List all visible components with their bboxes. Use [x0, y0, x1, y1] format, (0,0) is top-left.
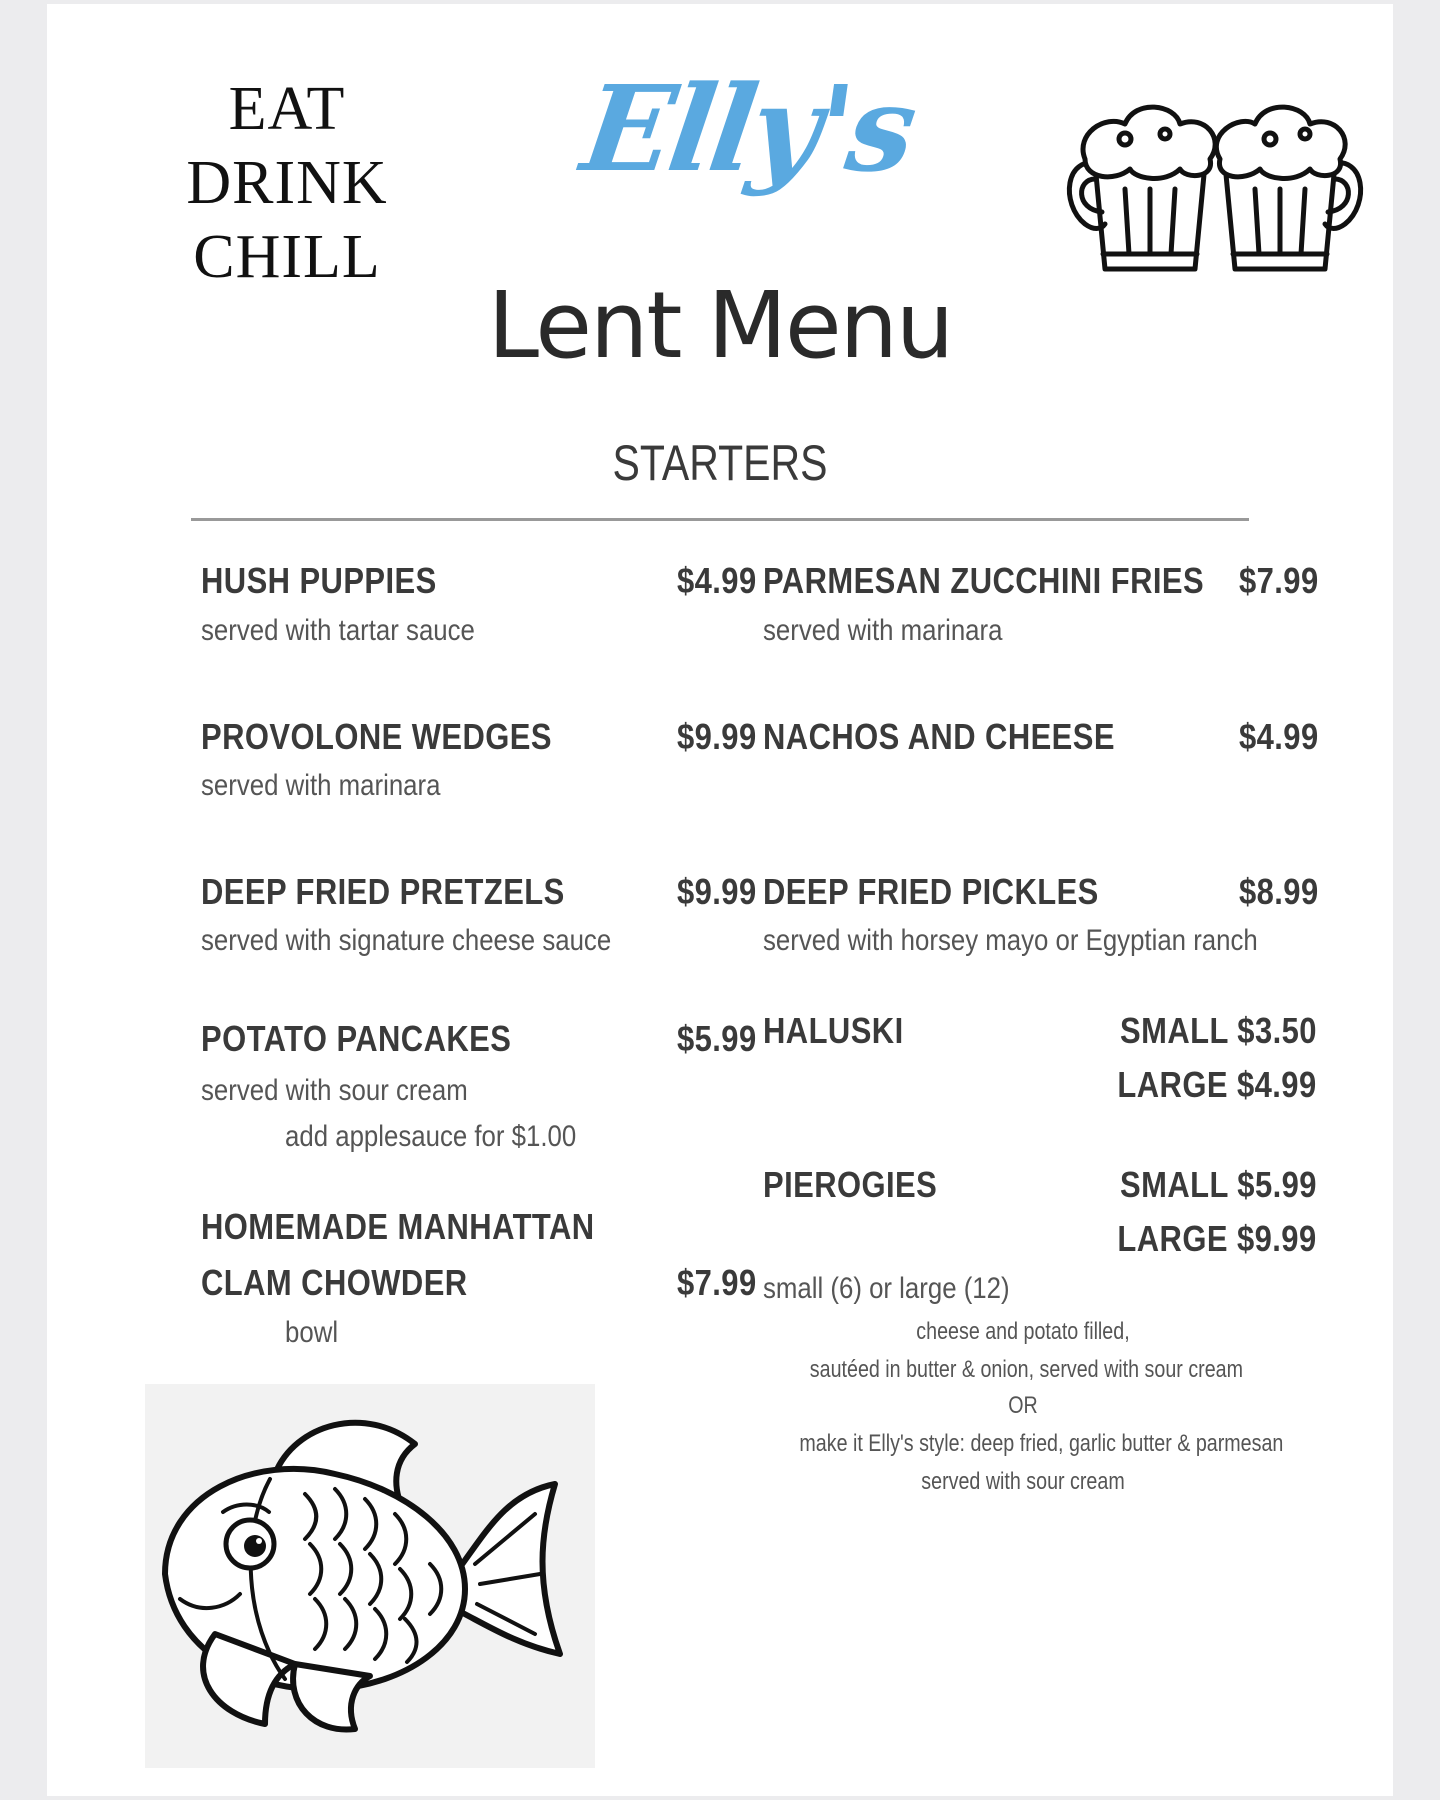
item-price-deep-fried-pretzels: $9.99: [677, 871, 757, 912]
item-name-haluski: HALUSKI: [763, 1010, 904, 1051]
pierogies-note-line5: served with sour cream: [921, 1468, 1125, 1495]
fish-illustration: [145, 1384, 595, 1768]
ellys-logo: Elly's: [574, 59, 921, 198]
haluski-small-price: SMALL $3.50: [1120, 1010, 1317, 1051]
pierogies-note-line2: sautéed in butter & onion, served with sour cream: [809, 1356, 1243, 1383]
item-desc-clam-chowder: bowl: [285, 1316, 339, 1349]
item-price-clam-chowder: $7.99: [677, 1262, 757, 1303]
item-desc-deep-fried-pickles: served with horsey mayo or Egyptian ranch: [763, 924, 1258, 957]
tagline: [157, 72, 417, 294]
item-name-nachos-and-cheese: NACHOS AND CHEESE: [763, 716, 1115, 757]
beer-mugs-icon: [1055, 84, 1375, 284]
item-name-clam-chowder-line1: HOMEMADE MANHATTAN: [201, 1206, 595, 1247]
item-name-parmesan-zucchini-fries: PARMESAN ZUCCHINI FRIES: [763, 560, 1205, 601]
item-name-hush-puppies: HUSH PUPPIES: [201, 560, 437, 601]
item-name-provolone-wedges: PROVOLONE WEDGES: [201, 716, 552, 757]
item-name-deep-fried-pickles: DEEP FRIED PICKLES: [763, 871, 1099, 912]
pierogies-note-line4: make it Elly's style: deep fried, garlic butter & parmesan: [799, 1430, 1284, 1457]
tagline-chill: CHILL: [193, 223, 381, 291]
pierogies-note-line1: cheese and potato filled,: [916, 1318, 1130, 1345]
tagline-drink: DRINK: [186, 149, 388, 217]
item-name-clam-chowder-line2: CLAM CHOWDER: [201, 1262, 468, 1303]
item-price-deep-fried-pickles: $8.99: [1239, 871, 1319, 912]
item-desc-potato-pancakes: served with sour cream: [201, 1074, 468, 1107]
pierogies-size-note: small (6) or large (12): [763, 1272, 1010, 1305]
fish-icon: [145, 1384, 595, 1768]
item-name-potato-pancakes: POTATO PANCAKES: [201, 1018, 512, 1059]
section-title-starters: STARTERS: [612, 435, 828, 491]
item-desc-hush-puppies: served with tartar sauce: [201, 614, 475, 647]
item-price-potato-pancakes: $5.99: [677, 1018, 757, 1059]
item-desc-parmesan-zucchini-fries: served with marinara: [763, 614, 1003, 647]
item-price-parmesan-zucchini-fries: $7.99: [1239, 560, 1319, 601]
divider: [191, 518, 1249, 521]
haluski-large-price: LARGE $4.99: [1117, 1064, 1317, 1105]
item-name-pierogies: PIEROGIES: [763, 1164, 938, 1205]
pierogies-small-price: SMALL $5.99: [1120, 1164, 1317, 1205]
pierogies-note-line3: OR: [1008, 1392, 1038, 1419]
item-price-provolone-wedges: $9.99: [677, 716, 757, 757]
item-name-deep-fried-pretzels: DEEP FRIED PRETZELS: [201, 871, 565, 912]
tagline-eat: EAT: [228, 75, 346, 143]
menu-page: [47, 4, 1393, 1796]
menu-title: Lent Menu: [487, 272, 953, 379]
item-desc-provolone-wedges: served with marinara: [201, 769, 441, 802]
item-price-hush-puppies: $4.99: [677, 560, 757, 601]
item-price-nachos-and-cheese: $4.99: [1239, 716, 1319, 757]
item-extra-potato-pancakes: add applesauce for $1.00: [285, 1120, 577, 1153]
item-desc-deep-fried-pretzels: served with signature cheese sauce: [201, 924, 612, 957]
pierogies-large-price: LARGE $9.99: [1117, 1218, 1317, 1259]
